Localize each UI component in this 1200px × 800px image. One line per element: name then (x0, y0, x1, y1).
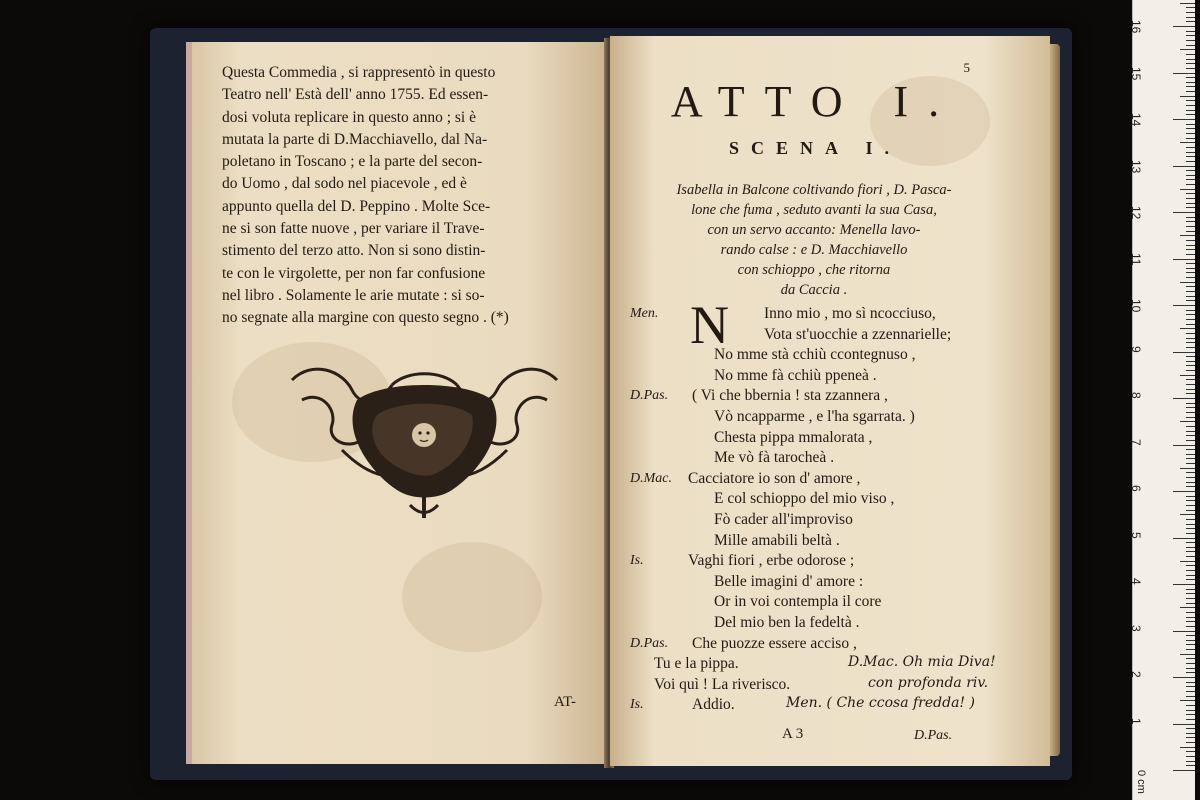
verse-line (630, 407, 1020, 428)
ruler-number: 13 (1129, 159, 1143, 173)
ruler-tick (1186, 254, 1195, 255)
preface-line: stimento del terzo atto. Non si sono distin- (222, 242, 486, 260)
ruler-tick (1186, 361, 1195, 362)
ruler-tick (1180, 747, 1195, 748)
ruler-tick (1173, 677, 1195, 678)
ruler-tick (1180, 700, 1195, 701)
side-note: Men. ( Che ccosa fredda! ) (786, 695, 975, 711)
ruler-tick (1173, 770, 1195, 771)
ruler-tick (1186, 575, 1195, 576)
verse-line (630, 345, 1020, 366)
preface-line: Teatro nell' Està dell' anno 1755. Ed essen- (222, 86, 489, 104)
verse-text: No mme stà cchiù ccontegnuso , (714, 346, 916, 364)
ruler-tick (1180, 282, 1195, 283)
ruler-tick (1173, 445, 1195, 446)
ruler-tick (1173, 166, 1195, 167)
verse-text: Or in voi contempla il core (714, 593, 882, 611)
ruler-tick (1186, 35, 1195, 36)
ruler-tick (1186, 477, 1195, 478)
verse-text: Voi quì ! La riverisco. (654, 675, 791, 693)
ruler-tick (1186, 310, 1195, 311)
verse-text: Mille amabili beltà . (714, 531, 840, 549)
ruler-tick (1186, 314, 1195, 315)
speaker-name: D.Pas. (630, 388, 669, 404)
ruler-tick (1186, 40, 1195, 41)
ruler-tick (1186, 412, 1195, 413)
ruler-tick (1186, 68, 1195, 69)
ruler-tick (1186, 719, 1195, 720)
ruler-tick (1186, 728, 1195, 729)
page-stain (402, 542, 542, 652)
ruler-tick (1173, 631, 1195, 632)
ruler-tick (1186, 82, 1195, 83)
ruler-number: 9 (1129, 345, 1143, 353)
ruler-tick (1180, 375, 1195, 376)
right-page (610, 36, 1050, 766)
ruler-tick (1186, 110, 1195, 111)
ruler-tick (1186, 226, 1195, 227)
speaker-name: Is. (630, 553, 644, 569)
ruler-tick (1186, 705, 1195, 706)
ruler-number: 10 (1129, 299, 1143, 313)
side-note: con profonda riv. (868, 675, 989, 691)
left-page (186, 42, 608, 764)
ruler-tick (1173, 538, 1195, 539)
ruler-tick (1186, 291, 1195, 292)
ruler-tick (1186, 365, 1195, 366)
ruler-tick (1186, 245, 1195, 246)
verse-line (630, 304, 1020, 325)
ruler-number: 4 (1129, 578, 1143, 585)
ruler-tick (1186, 203, 1195, 204)
ruler-tick (1186, 565, 1195, 566)
ruler-tick (1186, 626, 1195, 627)
ruler-tick (1186, 714, 1195, 715)
ruler-number: 16 (1129, 20, 1143, 34)
ruler-number: 1 (1129, 717, 1143, 725)
ruler-tick (1186, 649, 1195, 650)
preface-line: no segnate alla margine con questo segno . (*) (222, 309, 509, 327)
ruler-tick (1186, 356, 1195, 357)
ruler-tick (1186, 524, 1195, 525)
ruler-tick (1186, 519, 1195, 520)
act-title: ATTO I. (670, 77, 960, 126)
ruler-number: 6 (1129, 485, 1143, 492)
ruler-tick (1173, 212, 1195, 213)
ruler-tick (1180, 468, 1195, 469)
drop-cap: N (690, 295, 729, 355)
ruler-tick (1186, 658, 1195, 659)
ruler-tick (1186, 296, 1195, 297)
preface-line: Questa Commedia , si rappresentò in questo (222, 64, 496, 81)
stage-direction-line: lone che fuma , seduto avanti la sua Casa, (691, 202, 937, 218)
ruler-tick (1186, 463, 1195, 464)
stage-direction-line: con un servo accanto: Menella lavo- (707, 222, 921, 238)
ruler-tick (1186, 393, 1195, 394)
preface-line: poletano in Toscano ; e la parte del secon- (222, 153, 483, 171)
ruler-tick (1186, 272, 1195, 273)
ruler-tick (1186, 751, 1195, 752)
ruler-tick (1180, 3, 1195, 4)
verse-text: Me vò fà tarocheà . (714, 449, 835, 467)
ruler-tick (1186, 682, 1195, 683)
ruler-tick (1186, 319, 1195, 320)
preface-line: appunto quella del D. Peppino . Molte Sce- (222, 197, 491, 215)
speaker-name: Men. (630, 306, 659, 321)
ruler-tick (1186, 147, 1195, 148)
ruler-tick (1186, 598, 1195, 599)
verse-line (630, 531, 1020, 552)
ruler-tick (1186, 268, 1195, 269)
verse-text: Vò ncapparme , e l'ha sgarrata. ) (714, 407, 915, 425)
ruler-tick (1180, 235, 1195, 236)
ruler-tick (1180, 561, 1195, 562)
ruler-tick (1186, 691, 1195, 692)
ruler-tick (1186, 7, 1195, 8)
ruler-tick (1186, 221, 1195, 222)
ruler-number: 14 (1129, 113, 1143, 127)
ruler-tick (1186, 379, 1195, 380)
verse-line (630, 613, 1020, 634)
verse-line (630, 366, 1020, 387)
ruler-tick (1186, 170, 1195, 171)
ruler-tick (1180, 189, 1195, 190)
ruler-unit-label: 0 cm (1135, 770, 1147, 794)
preface-line: do Uomo , dal sodo nel piacevole , ed è (222, 175, 467, 193)
ruler-tick (1186, 733, 1195, 734)
ruler-tick (1186, 333, 1195, 334)
ruler-tick (1186, 263, 1195, 264)
ruler-tick (1186, 593, 1195, 594)
verse-line (630, 551, 1020, 572)
ruler-tick (1186, 407, 1195, 408)
ruler-tick (1186, 370, 1195, 371)
verse-text: Del mio ben la fedeltà . (714, 613, 860, 631)
ruler-tick (1186, 300, 1195, 301)
ruler-tick (1186, 31, 1195, 32)
preface-line: te con le virgolette, per non far confusione (222, 264, 486, 282)
ruler-number: 15 (1129, 66, 1143, 80)
ruler-tick (1186, 59, 1195, 60)
ruler-tick (1186, 417, 1195, 418)
ruler-tick (1173, 398, 1195, 399)
measuring-ruler (1129, 0, 1195, 800)
preface-text (222, 62, 594, 330)
ruler-tick (1186, 389, 1195, 390)
ruler-tick (1186, 207, 1195, 208)
ruler-tick (1186, 449, 1195, 450)
verse-line (630, 428, 1020, 449)
ruler-tick (1186, 756, 1195, 757)
ruler-tick (1186, 179, 1195, 180)
ruler-tick (1186, 133, 1195, 134)
verse-line (630, 510, 1020, 531)
ruler-tick (1186, 482, 1195, 483)
ornament-vignette (282, 360, 567, 520)
catchword-right: D.Pas. (914, 728, 953, 743)
ruler-number: 2 (1129, 671, 1143, 678)
verse-line (630, 325, 1020, 346)
stage-direction-line: con schioppo , che ritorna (737, 262, 891, 278)
ruler-tick (1186, 426, 1195, 427)
ruler-tick (1186, 384, 1195, 385)
ruler-number: 12 (1129, 206, 1143, 220)
ruler-tick (1173, 26, 1195, 27)
ruler-tick (1186, 500, 1195, 501)
ruler-tick (1186, 17, 1195, 18)
ruler-tick (1186, 528, 1195, 529)
ruler-tick (1186, 114, 1195, 115)
ruler-tick (1186, 617, 1195, 618)
ruler-tick (1173, 119, 1195, 120)
speaker-name: Is. (630, 697, 644, 713)
verse-text: Chesta pippa mmalorata , (714, 428, 873, 446)
ruler-tick (1186, 765, 1195, 766)
ruler-tick (1180, 421, 1195, 422)
ruler-tick (1186, 77, 1195, 78)
scene-title: SCENA I. (728, 138, 902, 158)
ruler-tick (1186, 542, 1195, 543)
ruler-tick (1186, 403, 1195, 404)
ruler-tick (1186, 277, 1195, 278)
ruler-tick (1186, 556, 1195, 557)
ruler-tick (1186, 635, 1195, 636)
ruler-tick (1186, 496, 1195, 497)
signature-mark: A 3 (782, 726, 804, 742)
ruler-tick (1173, 305, 1195, 306)
preface-line: nel libro . Solamente le arie mutate : si so- (222, 286, 485, 304)
preface-line: mutata la parte di D.Macchiavello, dal Na- (222, 130, 488, 148)
verse-text: Fò cader all'improviso (714, 510, 853, 528)
ruler-tick (1186, 138, 1195, 139)
verse-text: Tu e la pippa. (654, 655, 739, 673)
ruler-tick (1186, 347, 1195, 348)
verse-line (630, 469, 1020, 490)
speaker-name: D.Pas. (630, 635, 669, 651)
ruler-tick (1186, 612, 1195, 613)
ruler-tick (1186, 286, 1195, 287)
ruler-tick (1186, 603, 1195, 604)
ruler-tick (1186, 152, 1195, 153)
verse-text: No mme fà cchiù ppeneà . (714, 366, 877, 384)
verse-text: Che puozze essere acciso , (692, 634, 857, 652)
catchword-left: AT- (554, 694, 576, 710)
ruler-number: 3 (1129, 624, 1143, 632)
ruler-tick (1186, 342, 1195, 343)
ruler-tick (1186, 184, 1195, 185)
ruler-tick (1186, 435, 1195, 436)
ruler-tick (1186, 338, 1195, 339)
ruler-tick (1186, 644, 1195, 645)
verse-text: Addio. (692, 696, 735, 714)
ruler-tick (1186, 231, 1195, 232)
ruler-tick (1186, 240, 1195, 241)
ruler-tick (1186, 742, 1195, 743)
ruler-tick (1186, 86, 1195, 87)
ruler-tick (1186, 510, 1195, 511)
ruler-tick (1173, 724, 1195, 725)
ruler-tick (1186, 156, 1195, 157)
ruler-tick (1186, 217, 1195, 218)
ruler-tick (1180, 654, 1195, 655)
verse-text: Cacciatore io son d' amore , (688, 469, 861, 487)
ruler-tick (1186, 686, 1195, 687)
ruler-tick (1180, 328, 1195, 329)
ruler-tick (1186, 12, 1195, 13)
ruler-tick (1186, 324, 1195, 325)
ruler-tick (1186, 486, 1195, 487)
verse-text: Inno mio , mo sì ncocciuso, (764, 305, 936, 322)
ruler-tick (1186, 198, 1195, 199)
ruler-tick (1186, 737, 1195, 738)
verse-line (630, 634, 1020, 655)
ruler-tick (1180, 49, 1195, 50)
ruler-tick (1186, 91, 1195, 92)
stage-direction-line: Isabella in Balcone coltivando fiori , D. Pasca- (676, 182, 952, 198)
ruler-tick (1186, 589, 1195, 590)
ruler-number: 8 (1129, 392, 1143, 399)
ruler-tick (1186, 547, 1195, 548)
ruler-tick (1186, 579, 1195, 580)
verse-text: ( Vi che bbernia ! sta zzannera , (692, 387, 888, 405)
ruler-tick (1180, 514, 1195, 515)
verse-line (630, 489, 1020, 510)
ruler-tick (1186, 193, 1195, 194)
verse-line (630, 572, 1020, 593)
verse-line (630, 386, 1020, 407)
ruler-tick (1186, 431, 1195, 432)
ruler-tick (1173, 73, 1195, 74)
ruler-number: 7 (1129, 438, 1143, 446)
ruler-tick (1186, 128, 1195, 129)
ruler-tick (1186, 249, 1195, 250)
ruler-tick (1186, 533, 1195, 534)
ruler-tick (1186, 621, 1195, 622)
speaker-name: D.Mac. (630, 470, 672, 486)
ruler-tick (1180, 96, 1195, 97)
ruler-tick (1186, 105, 1195, 106)
ruler-tick (1186, 63, 1195, 64)
ruler-tick (1186, 175, 1195, 176)
ruler-tick (1186, 458, 1195, 459)
ruler-tick (1186, 472, 1195, 473)
ruler-tick (1186, 124, 1195, 125)
ruler-tick (1186, 100, 1195, 101)
ruler-tick (1186, 45, 1195, 46)
ruler-tick (1180, 142, 1195, 143)
ruler-tick (1186, 696, 1195, 697)
ruler-tick (1186, 505, 1195, 506)
verse-text: E col schioppo del mio viso , (714, 490, 895, 508)
stage-direction-line: rando calse : e D. Macchiavello (720, 242, 908, 258)
ruler-tick (1186, 21, 1195, 22)
verse-line (630, 592, 1020, 613)
stage-direction-line: da Caccia . (780, 282, 848, 298)
ruler-tick (1186, 551, 1195, 552)
page-number: 5 (963, 60, 970, 75)
ruler-number: 11 (1129, 252, 1143, 265)
ruler-tick (1186, 570, 1195, 571)
ruler-tick (1186, 710, 1195, 711)
ruler-tick (1186, 454, 1195, 455)
ruler-tick (1186, 161, 1195, 162)
ruler-tick (1186, 54, 1195, 55)
verse-text: Belle imagini d' amore : (714, 572, 864, 590)
verse-text: Vaghi fiori , erbe odorose ; (688, 552, 855, 570)
preface-line: dosi voluta replicare in questo anno ; si è (222, 108, 476, 126)
ruler-tick (1173, 491, 1195, 492)
verse-line (630, 448, 1020, 469)
stage-direction (624, 180, 1004, 300)
ruler-tick (1186, 663, 1195, 664)
ruler-tick (1173, 352, 1195, 353)
ruler-tick (1180, 607, 1195, 608)
verse-text: Vota st'uocchie a zzennarielle; (764, 325, 952, 343)
ruler-tick (1173, 259, 1195, 260)
ruler-tick (1186, 440, 1195, 441)
side-note: D.Mac. Oh mia Diva! (848, 654, 996, 670)
ruler-tick (1186, 672, 1195, 673)
ruler-tick (1173, 584, 1195, 585)
ruler-tick (1186, 761, 1195, 762)
ruler-tick (1186, 668, 1195, 669)
preface-line: ne si son fatte nuove , per variare il Trave- (222, 220, 485, 238)
ruler-tick (1186, 640, 1195, 641)
ruler-number: 5 (1129, 531, 1143, 539)
